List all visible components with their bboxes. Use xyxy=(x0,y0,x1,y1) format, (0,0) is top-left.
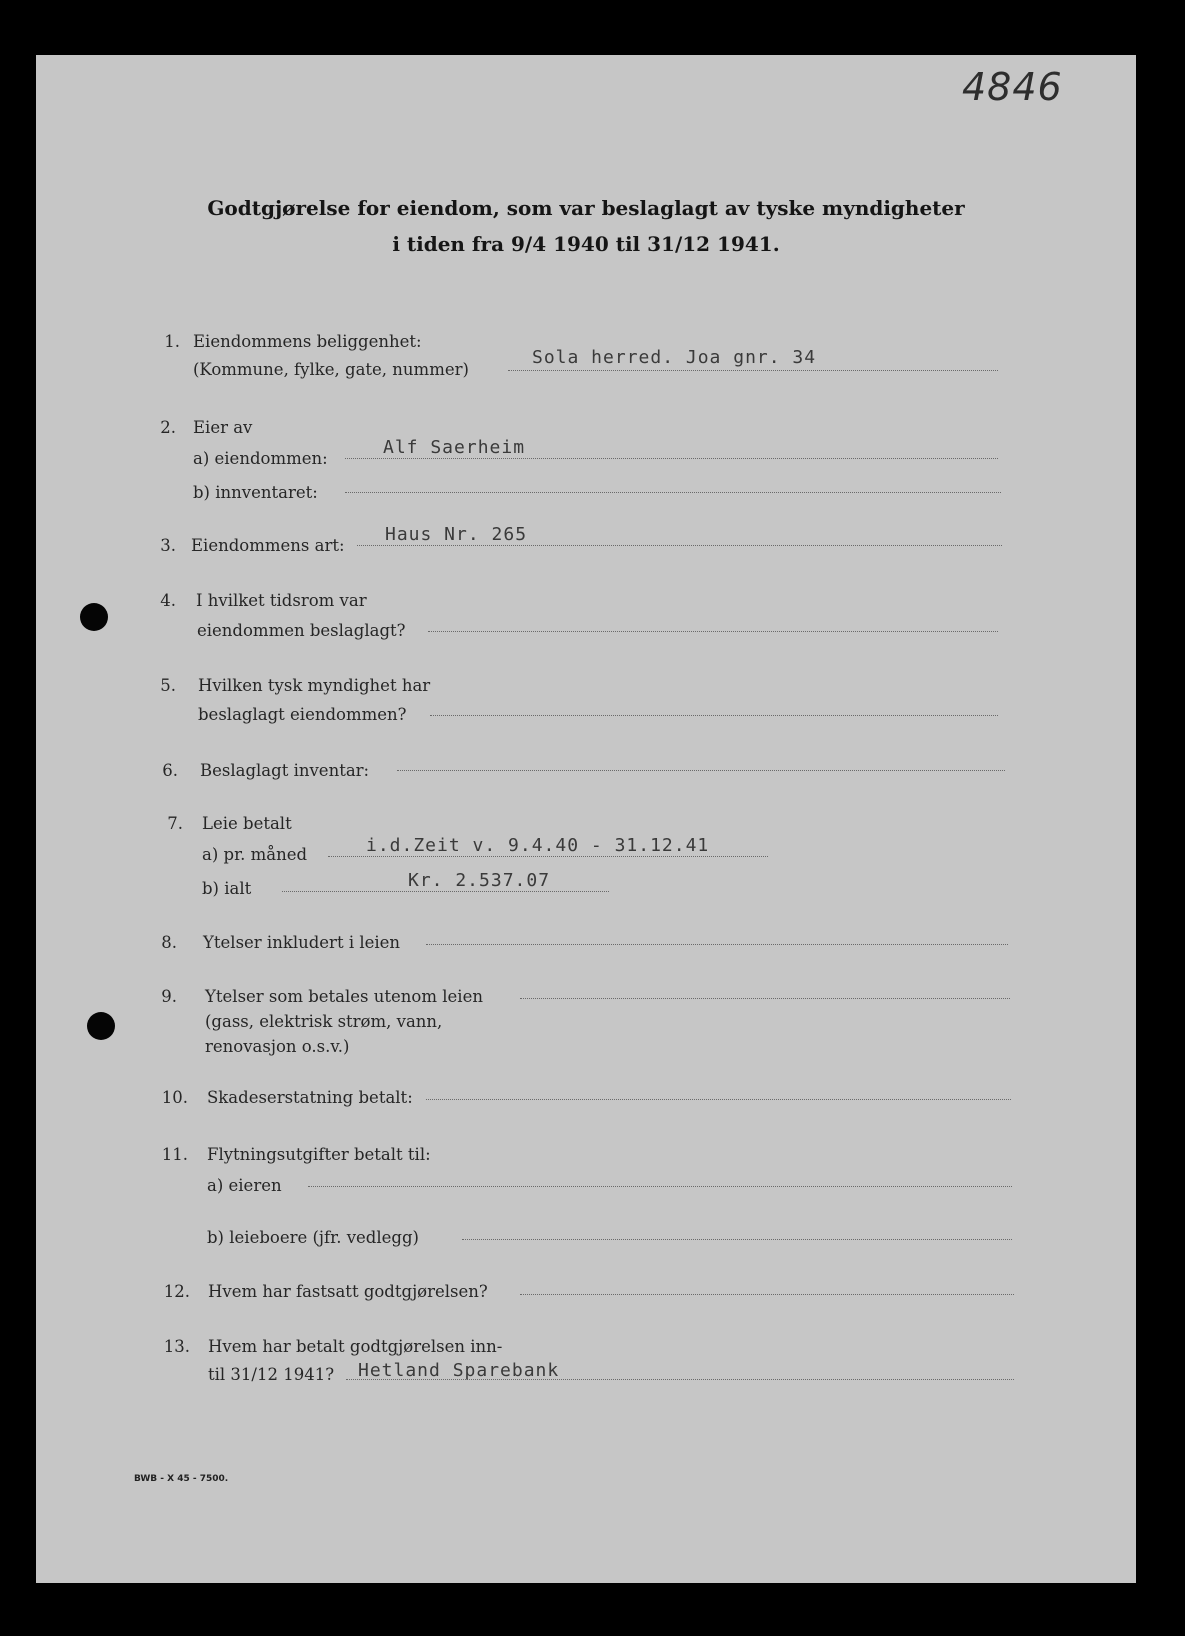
field-label: Ytelser inkludert i leien xyxy=(203,933,401,952)
item-number: 8. xyxy=(161,933,177,952)
item-number: 7. xyxy=(167,814,183,833)
field-label: Eiendommens art: xyxy=(191,536,345,555)
field-label: renovasjon o.s.v.) xyxy=(205,1037,350,1056)
field-label: I hvilket tidsrom var xyxy=(196,591,367,610)
print-code: BWB - X 45 - 7500. xyxy=(134,1474,229,1484)
field-label: Hvilken tysk myndighet har xyxy=(198,676,431,695)
item-number: 10. xyxy=(161,1088,188,1107)
fill-line xyxy=(430,715,998,716)
item-number: 4. xyxy=(160,591,176,610)
fill-line xyxy=(520,998,1010,999)
fill-line xyxy=(345,458,998,459)
typed-value-paid-by: Hetland Sparebank xyxy=(358,1360,560,1381)
typed-value-property-type: Haus Nr. 265 xyxy=(385,524,528,545)
punch-hole-top xyxy=(80,603,108,631)
field-label: (gass, elektrisk strøm, vann, xyxy=(205,1012,443,1031)
field-label: (Kommune, fylke, gate, nummer) xyxy=(193,360,469,379)
field-label: Skadeserstatning betalt: xyxy=(207,1088,413,1107)
punch-hole-bottom xyxy=(87,1012,115,1040)
item-number: 12. xyxy=(163,1282,190,1301)
fill-line xyxy=(282,891,609,892)
typed-value-rent-monthly: i.d.Zeit v. 9.4.40 - 31.12.41 xyxy=(366,835,710,856)
fill-line xyxy=(328,856,768,857)
field-label: b) leieboere (jfr. vedlegg) xyxy=(207,1228,419,1247)
item-number: 9. xyxy=(161,987,177,1006)
item-number: 2. xyxy=(160,418,176,437)
fill-line xyxy=(462,1239,1012,1240)
field-label: beslaglagt eiendommen? xyxy=(198,705,407,724)
field-label: Hvem har fastsatt godtgjørelsen? xyxy=(208,1282,488,1301)
fill-line xyxy=(345,492,1001,493)
item-number: 1. xyxy=(164,332,180,351)
field-label: b) ialt xyxy=(202,879,252,898)
field-label: Flytningsutgifter betalt til: xyxy=(207,1145,431,1164)
field-label: til 31/12 1941? xyxy=(208,1365,335,1384)
field-label: Leie betalt xyxy=(202,814,292,833)
form-title xyxy=(36,190,1136,262)
fill-line xyxy=(428,631,998,632)
fill-line xyxy=(357,545,1002,546)
typed-value-owner-property: Alf Saerheim xyxy=(383,437,526,458)
fill-line xyxy=(508,370,998,371)
item-number: 13. xyxy=(163,1337,190,1356)
item-number: 11. xyxy=(161,1145,188,1164)
form-page xyxy=(36,55,1136,1583)
field-label: a) pr. måned xyxy=(202,845,308,864)
fill-line xyxy=(426,944,1008,945)
fill-line xyxy=(426,1099,1011,1100)
field-label: Ytelser som betales utenom leien xyxy=(205,987,483,1006)
field-label: eiendommen beslaglagt? xyxy=(197,621,406,640)
field-label: Beslaglagt inventar: xyxy=(200,761,370,780)
typed-value-rent-total: Kr. 2.537.07 xyxy=(408,870,551,891)
field-label: a) eieren xyxy=(207,1176,282,1195)
field-label: a) eiendommen: xyxy=(193,449,328,468)
field-label: Eier av xyxy=(193,418,253,437)
field-label: b) innventaret: xyxy=(193,483,318,502)
title-line-2: i tiden fra 9/4 1940 til 31/12 1941. xyxy=(392,232,780,256)
typed-value-property-location: Sola herred. Joa gnr. 34 xyxy=(532,347,817,368)
field-label: Eiendommens beliggenhet: xyxy=(193,332,422,351)
fill-line xyxy=(308,1186,1012,1187)
field-label: Hvem har betalt godtgjørelsen inn- xyxy=(208,1337,503,1356)
item-number: 6. xyxy=(162,761,178,780)
title-line-1: Godtgjørelse for eiendom, som var beslaglagt av tyske myndigheter xyxy=(207,196,965,220)
fill-line xyxy=(520,1294,1014,1295)
item-number: 3. xyxy=(160,536,176,555)
item-number: 5. xyxy=(160,676,176,695)
handwritten-archive-number: 4846 xyxy=(962,65,1063,109)
fill-line xyxy=(397,770,1005,771)
